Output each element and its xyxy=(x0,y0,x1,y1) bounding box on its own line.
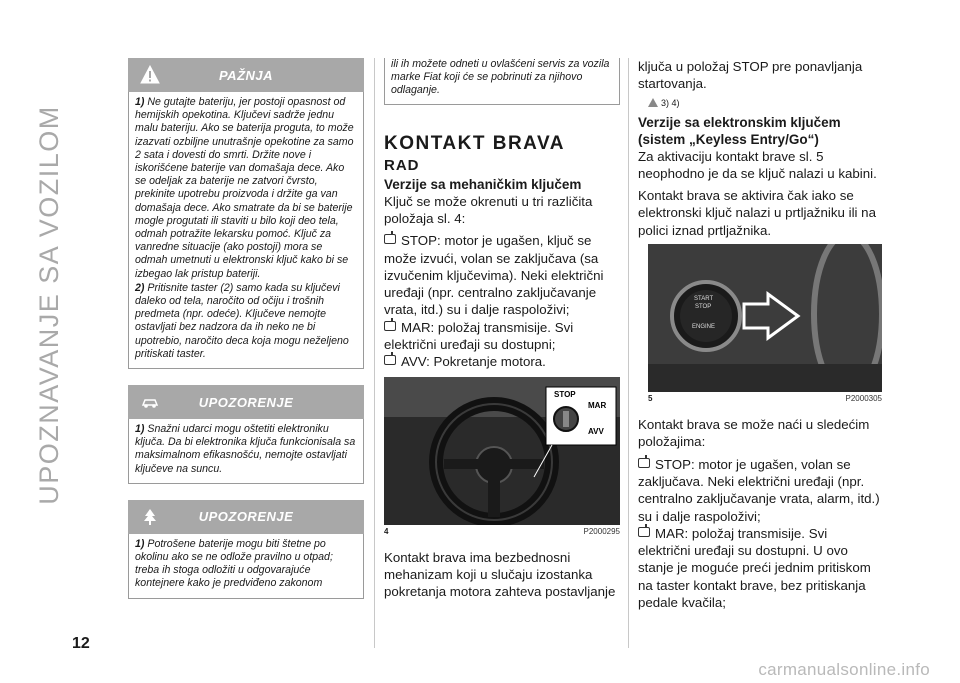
environment-box-continued xyxy=(384,58,620,105)
environment-item: 1) Potrošene baterije mogu biti štetne po okolinu ako se ne odlože pravilno u otpad; treba ih stoga odložiti u odgovarajuće kontejnere kako je predviđeno zakonom xyxy=(135,537,333,590)
caution-title: UPOZORENJE xyxy=(198,394,294,410)
list-item: MAR: položaj transmisije. Svi električni uređaji su dostupni; xyxy=(384,319,574,352)
paragraph: Ključ se može okrenuti u tri različita položaja sl. 4: xyxy=(384,193,593,226)
figure-4 xyxy=(384,377,620,537)
paragraph: ključa u položaj STOP pre ponavljanja startovanja. xyxy=(638,59,863,92)
warning-item: 1) Ne gutajte bateriju, jer postoji opasnost od hemijskih opekotina. Ključevi sadrže jednu malu bateriju. Ako se baterija proguta, to može izazvati ozbiljne unutrašnje opekotine za samo 2 sata i dovesti do smrti. Držite nove i iskorišćene baterije van domašaja dece. Ako se odeljak za baterije ne zatvori čvrsto, prekinite upotrebu proizvoda i držite ga van domašaja dece. Ako smatrate da bi se baterije mogle progutati ili staviti u bilo koji deo tela, odmah potražite lekarsku pomoć. Ključ za vanredne situacije (ako postoji) mora se odmah umetnuti u elektronski ključ kako bi se izbegao lak pristup bateriji. xyxy=(135,96,354,280)
warning-item: 2) Pritisnite taster (2) samo kada su ključevi daleko od tela, naročito od očiju i trošnih predmeta (npr. odeće). Ključeve nemojte ostavljati bez nadzora da ih neko ne bi upotrebio, naročito deca koja mogu neželjeno pritiskati taster. xyxy=(135,281,349,360)
key-icon xyxy=(384,234,396,244)
list-item: STOP: motor je ugašen, volan se zaključava. Neki električni uređaji (npr. centralno zaključavanje vrata, alarm, itd.) su i dalje raspoloživi; xyxy=(638,456,880,524)
tree-icon xyxy=(140,507,160,527)
section-title: KONTAKT BRAVA xyxy=(384,132,565,154)
list-item: AVV: Pokretanje motora. xyxy=(384,353,620,370)
button-label-stop: STOP xyxy=(695,304,712,311)
page-number: 12 xyxy=(72,635,90,652)
key-label-mar: MAR xyxy=(588,400,607,410)
list-item: STOP: motor je ugašen, ključ se može izvući, volan se zaključava (sa izvučenim ključevima). Neki električni uređaji (npr. centralno zaključavanje vrata, itd.) su i dalje raspoloživi; xyxy=(384,233,604,318)
list-item: MAR: položaj transmisije. Svi električni uređaji su dostupni. U ovo stanje je moguće preći jednim pritiskom na taster kontakt brave, bez pritiskanja pedale kvačila; xyxy=(638,525,871,611)
figure-5 xyxy=(648,244,882,406)
subheading: Verzije sa mehaničkim ključem xyxy=(384,176,582,192)
warning-small-icon xyxy=(648,98,658,107)
column-left xyxy=(128,58,364,615)
paragraph: Za aktivaciju kontakt brave sl. 5 neophodno je da se ključ nalazi u kabini. xyxy=(638,148,877,181)
warning-triangle-icon xyxy=(140,65,160,85)
subsection-title: RAD xyxy=(384,156,420,174)
figure-code: P2000305 xyxy=(845,394,882,404)
ignition-photo xyxy=(384,377,620,525)
warning-banner xyxy=(128,58,364,92)
key-icon xyxy=(638,527,650,537)
paragraph: Kontakt brava se može naći u sledećim položajima: xyxy=(638,417,870,450)
figure-code: P2000295 xyxy=(583,526,620,536)
environment-box xyxy=(128,534,364,599)
start-stop-button-photo xyxy=(648,244,882,392)
continuation-text: ili ih možete odneti u ovlašćeni servis za vozila marke Fiat koji će se pobrinuti za njihovo odlaganje. xyxy=(391,58,610,97)
start-button-photo xyxy=(648,244,882,392)
figure-number: 4 xyxy=(384,526,389,536)
warning-title: PAŽNJA xyxy=(218,67,274,83)
environment-title: UPOZORENJE xyxy=(198,509,294,525)
steering-wheel-photo xyxy=(384,377,620,525)
environment-banner xyxy=(128,500,364,534)
button-label-engine: ENGINE xyxy=(692,324,716,331)
subheading: Verzije sa elektronskim ključem (sistem „Keyless Entry/Go“) xyxy=(638,114,841,147)
warning-references: 3) 4) xyxy=(648,98,882,108)
caution-banner xyxy=(128,385,364,419)
figure-number: 5 xyxy=(648,394,653,404)
column-divider xyxy=(628,58,629,648)
car-damage-icon xyxy=(140,392,160,412)
key-label-avv: AVV xyxy=(588,426,604,436)
caution-item: 1) Snažni udarci mogu oštetiti elektroniku ključa. Da bi elektronika ključa funkcionisala sa maksimalnom efikasnošću, nemojte ostavljati ključeve na suncu. xyxy=(135,423,356,475)
watermark[interactable]: carmanualsonline.info xyxy=(758,660,930,679)
key-icon xyxy=(638,458,650,468)
key-label-stop: STOP xyxy=(554,389,576,399)
key-icon xyxy=(384,355,396,365)
caution-box xyxy=(128,419,364,484)
column-divider xyxy=(374,58,375,648)
sidebar-chapter-title: UPOZNAVANJE SA VOZILOM xyxy=(34,105,64,505)
button-label-start: START xyxy=(694,296,714,303)
column-middle xyxy=(384,58,620,605)
warning-box xyxy=(128,92,364,369)
paragraph: Kontakt brava ima bezbednosni mehanizam koji u slučaju izostanka pokretanja motora zahteva postavljanje xyxy=(384,549,616,600)
key-icon xyxy=(384,321,396,331)
paragraph: Kontakt brava se aktivira čak iako se elektronski ključ nalazi u prtljažniku ili na polici iznad prtljažnika. xyxy=(638,188,876,238)
column-right xyxy=(638,58,882,611)
